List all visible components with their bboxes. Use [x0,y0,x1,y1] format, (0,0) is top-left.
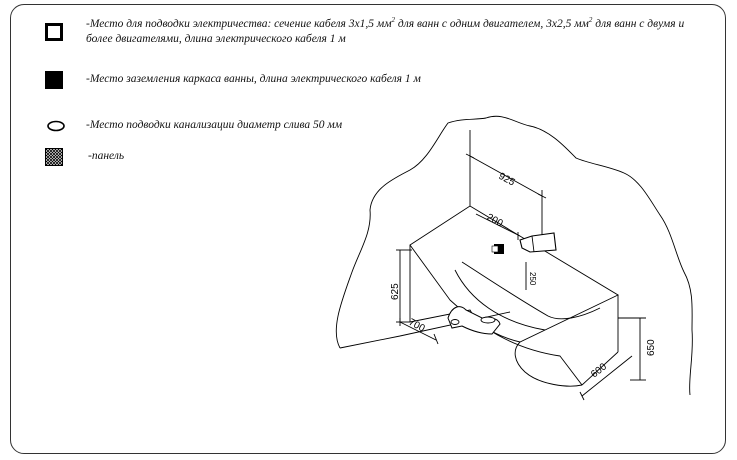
dim-700: 700 [406,316,427,335]
drain-hole-icon [451,320,459,325]
dim-250: 250 [528,272,537,286]
dim-625: 625 [390,283,401,300]
legend-text-drain: -Место подводки канализации диаметр слива 50 мм [86,119,343,131]
tub-inner-curve [462,262,600,319]
room-wall-bottom-left [340,336,400,348]
faucet-shape [520,233,556,252]
dim-600: 600 [589,361,609,381]
panel-marker [492,246,498,252]
dim-200: 200 [484,211,505,230]
legend-text-ground: -Место заземления каркаса ванны, длина электрического кабеля 1 м [86,73,421,85]
dim-650: 650 [646,339,657,356]
legend-text-panel: -панель [88,150,125,162]
tub-front-curve [515,342,582,386]
room-wall-outline [336,116,692,395]
dim-925: 925 [496,170,517,189]
legend-text-electric: -Место для подводки электричества: сечение кабеля 3x1,5 $мм^2$ для ванн с одним двигателем, 3x2,5 $мм^2$ для ванн с двумя и более двигателями, длина электрического кабеля 1 м [86,16,685,45]
